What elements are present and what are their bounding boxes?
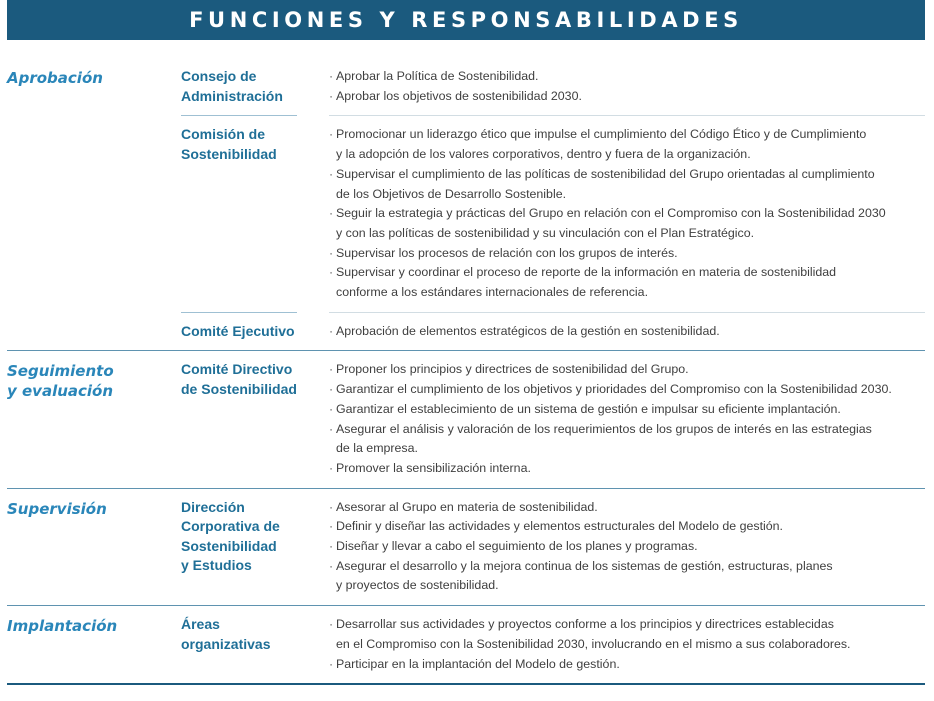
responsibility-item [329, 557, 925, 596]
responsibility-text-line: conforme a los estándares internacionales de referencia. [336, 285, 649, 300]
responsibility-text-line: en el Compromiso con la Sostenibilidad 2030, involucrando en el mismo a sus colaboradores. [336, 636, 851, 651]
responsibility-text-line: de los Objetivos de Desarrollo Sostenible. [336, 186, 567, 201]
responsibility-text-line: Asegurar el desarrollo y la mejora continua de los sistemas de gestión, estructuras, planes [336, 558, 833, 573]
phase-label: Supervisión [7, 499, 107, 518]
responsibility-text-line: Aprobar la Política de Sostenibilidad. [336, 69, 539, 83]
responsibility-text-line: y proyectos de sostenibilidad. [336, 578, 499, 593]
responsibility-text-line: Participar en la implantación del Modelo de gestión. [336, 656, 620, 671]
divider-gap [297, 312, 329, 313]
phase-label: Implantación [7, 617, 118, 636]
responsibility-text-line: Asegurar el análisis y valoración de los requerimientos de los grupos de interés en las estrategias [336, 421, 872, 436]
responsibility-item [329, 263, 925, 302]
responsibility-text-line: Garantizar el cumplimiento de los objetivos y prioridades del Compromiso con la Sostenibilidad 2030. [336, 382, 892, 397]
governance-bodies [181, 351, 925, 487]
page-title: FUNCIONES Y RESPONSABILIDADES [189, 8, 743, 32]
responsibility-text-line: de la empresa. [336, 441, 418, 456]
responsibility-item [329, 360, 925, 380]
title-banner [7, 0, 925, 40]
responsibility-list [329, 58, 925, 115]
responsibility-text-line: Seguir la estrategia y prácticas del Grupo en relación con el Compromiso con la Sostenibilidad 2030 [336, 206, 886, 221]
responsibility-text-line: y la adopción de los valores corporativos, dentro y fuera de la organización. [336, 147, 751, 162]
governance-body-row [181, 116, 925, 311]
phase-section [7, 606, 925, 685]
governance-body-row [181, 58, 925, 115]
responsibilities-table [7, 58, 925, 685]
responsibility-item [329, 380, 925, 400]
responsibility-item [329, 537, 925, 557]
governance-body-row [181, 489, 925, 606]
responsibility-item [329, 165, 925, 204]
governance-body-name: Consejo de Administración [181, 68, 283, 104]
responsibility-text-line: y con las políticas de sostenibilidad y su vinculación con el Plan Estratégico. [336, 225, 755, 240]
phase-section [7, 489, 925, 607]
phase-section [7, 351, 925, 488]
responsibility-text-line: Aprobación de elementos estratégicos de la gestión en sostenibilidad. [336, 323, 720, 338]
responsibility-text-line: Garantizar el establecimiento de un sistema de gestión e impulsar su eficiente implantación. [336, 401, 841, 416]
responsibility-text-line: Definir y diseñar las actividades y elementos estructurales del Modelo de gestión. [336, 519, 783, 534]
governance-body-name: Áreas organizativas [181, 616, 271, 652]
responsibility-item [329, 244, 925, 264]
responsibility-text-line: Desarrollar sus actividades y proyectos conforme a los principios y directrices establecidas [336, 617, 834, 632]
responsibility-text-line: Supervisar y coordinar el proceso de reporte de la información en materia de sostenibilidad [336, 265, 837, 280]
responsibility-text-line: Promocionar un liderazgo ético que impulse el cumplimiento del Código Ético y de Cumplimiento [336, 127, 867, 142]
responsibility-item [329, 459, 925, 479]
responsibility-list [329, 313, 925, 351]
responsibility-text-line: Proponer los principios y directrices de sostenibilidad del Grupo. [336, 362, 689, 377]
responsibility-text-line: Supervisar el cumplimiento de las políticas de sostenibilidad del Grupo orientadas al cumplimiento [336, 166, 875, 181]
responsibility-text-line: Supervisar los procesos de relación con los grupos de interés. [336, 245, 678, 260]
responsibility-item [329, 322, 925, 342]
governance-body-name: Comité Ejecutivo [181, 322, 295, 339]
governance-bodies [181, 489, 925, 606]
responsibility-item [329, 87, 925, 107]
responsibility-list [329, 116, 925, 311]
governance-body-name: Comisión de Sostenibilidad [181, 126, 277, 162]
responsibility-text-line: Asesorar al Grupo en materia de sostenibilidad. [336, 499, 598, 514]
governance-body-name: Dirección Corporativa de Sostenibilidad y Estudios [181, 498, 280, 574]
responsibility-item [329, 655, 925, 675]
governance-bodies [181, 606, 925, 683]
governance-body-row [181, 606, 925, 683]
responsibility-list [329, 606, 925, 683]
responsibility-text-line: Diseñar y llevar a cabo el seguimiento de los planes y programas. [336, 539, 698, 554]
divider-gap [297, 115, 329, 116]
responsibility-item [329, 615, 925, 654]
phase-section [7, 58, 925, 351]
governance-body-name: Comité Directivo de Sostenibilidad [181, 361, 297, 398]
responsibility-item [329, 498, 925, 518]
phase-label: Aprobación [7, 69, 103, 87]
responsibility-item [329, 204, 925, 243]
governance-bodies [181, 58, 925, 350]
responsibility-item [329, 517, 925, 537]
responsibility-list [329, 489, 925, 606]
governance-body-row [181, 313, 925, 351]
governance-body-row [181, 351, 925, 487]
responsibility-item [329, 400, 925, 420]
responsibility-item [329, 67, 925, 87]
responsibility-list [329, 351, 925, 487]
phase-label: Seguimiento y evaluación [7, 362, 114, 401]
responsibility-text-line: Promover la sensibilización interna. [336, 460, 531, 475]
responsibility-text-line: Aprobar los objetivos de sostenibilidad 2030. [336, 88, 582, 103]
responsibility-item [329, 420, 925, 459]
responsibility-item [329, 125, 925, 164]
